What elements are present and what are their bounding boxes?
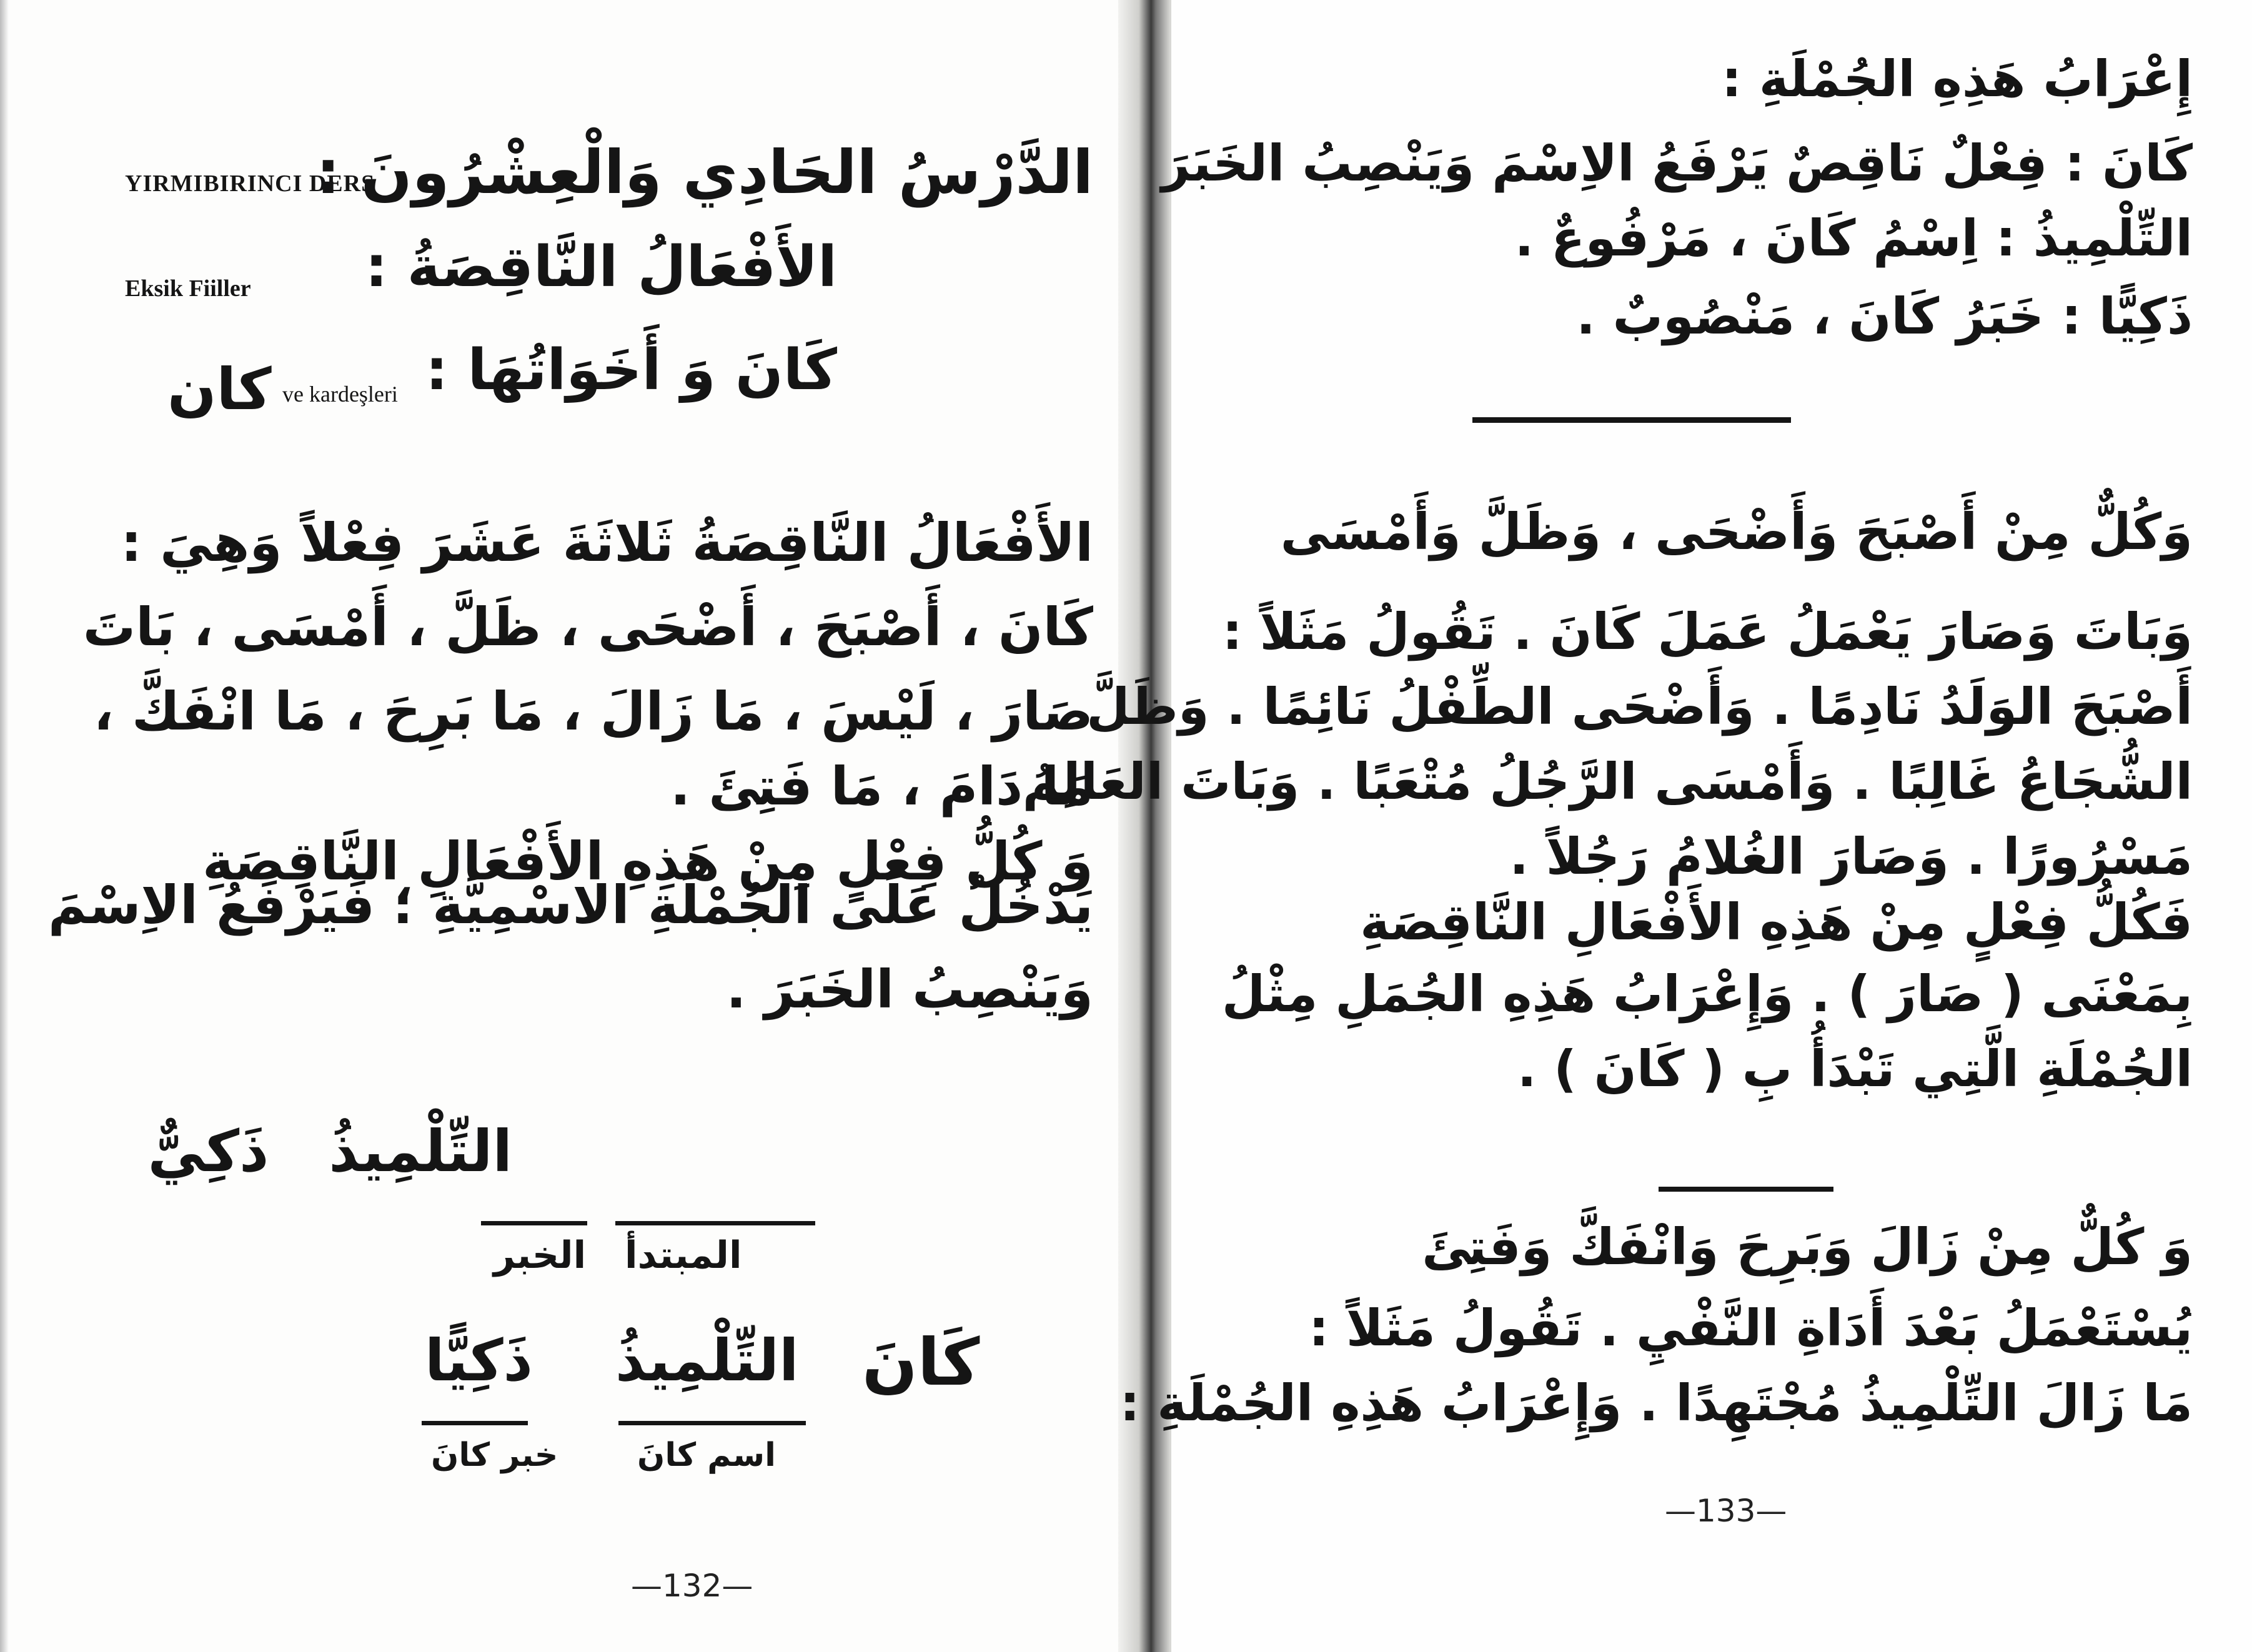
section-divider	[1659, 1187, 1833, 1192]
paragraph-line: مَا دَامَ ، مَا فَتِئَ .	[670, 756, 1093, 817]
mubtada-label: المبتدأ	[625, 1234, 742, 1277]
example2-khabar: ذَكِيًّا	[425, 1327, 533, 1394]
example2-kana: كَانَ	[862, 1324, 980, 1400]
paragraph-line: يُسْتَعْمَلُ بَعْدَ أَدَاةِ النَّفْيِ . تَقُولُ مَثَلاً :	[1309, 1299, 2193, 1357]
ism-kana-label: اسم كانَ	[637, 1437, 776, 1474]
paragraph-line: يَدْخُلُ عَلَى الجُمْلَةِ الاسْمِيَّةِ ؛ فَيَرْفَعُ الاِسْمَ	[48, 874, 1093, 936]
khabar-kana-label: خبر كانَ	[431, 1437, 558, 1474]
page-number: —133—	[1665, 1493, 1787, 1529]
lesson-label: YIRMIBIRINCI DERS	[125, 171, 375, 197]
kana-suffix: ve kardeşleri	[282, 382, 398, 407]
topic-label: Eksik Fiiller	[125, 275, 251, 302]
paragraph-line: الأَفْعَالُ النَّاقِصَةُ ثَلاثَةَ عَشَرَ فِعْلاً وَهِيَ :	[121, 512, 1093, 573]
underline-rule	[422, 1421, 528, 1425]
paragraph-line: وَ كُلٌّ مِنْ زَالَ وَبَرِحَ وَانْفَكَّ وَفَتِئَ	[1422, 1218, 2193, 1276]
section-divider	[1472, 417, 1791, 423]
paragraph-line: مَا زَالَ التِّلْمِيذُ مُجْتَهِدًا . وَإِعْرَابُ هَذِهِ الجُمْلَةِ :	[1119, 1374, 2193, 1432]
khabar-label: الخبر	[494, 1234, 587, 1277]
paragraph-line: وَ كُلُّ فِعْلٍ مِنْ هَذِهِ الأَفْعَالِ النَّاقِصَةِ	[202, 831, 1093, 892]
paragraph-line: فَكُلُّ فِعْلٍ مِنْ هَذِهِ الأَفْعَالِ النَّاقِصَةِ	[1360, 893, 2193, 951]
irab-line: كَانَ : فِعْلٌ نَاقِصٌ يَرْفَعُ الاِسْمَ وَيَنْصِبُ الخَبَرَ	[1161, 134, 2193, 192]
topic-title: الأَفْعَالُ النَّاقِصَةُ :	[365, 234, 837, 300]
paragraph-line: وَكُلٌّ مِنْ أَصْبَحَ وَأَضْحَى ، وَظَلَّ وَأَمْسَى	[1280, 503, 2193, 561]
kana-word: كان	[167, 356, 272, 423]
paragraph-line: مَسْرُورًا . وَصَارَ الغُلامُ رَجُلاً .	[1509, 828, 2193, 886]
example1-khabar: ذَكِيٌّ	[147, 1118, 269, 1185]
lesson-title: الدَّرْسُ الحَادِي وَالْعِشْرُونَ :	[315, 137, 1093, 207]
example2-ism: التِّلْمِيذُ	[615, 1327, 799, 1394]
paragraph-line: الجُمْلَةِ الَّتِي تَبْدَأُ بِ ( كَانَ ) .	[1517, 1040, 2193, 1098]
paragraph-line: بِمَعْنَى ( صَارَ ) . وَإِعْرَابُ هَذِهِ الجُمَلِ مِثْلُ	[1221, 965, 2193, 1023]
underline-rule	[618, 1421, 806, 1425]
page-edge-shadow	[0, 0, 9, 1652]
paragraph-line: كَانَ ، أَصْبَحَ ، أَضْحَى ، ظَلَّ ، أَمْسَى ، بَاتَ	[82, 596, 1093, 658]
paragraph-line: الشُّجَاعُ غَالِبًا . وَأَمْسَى الرَّجُلُ مُتْعَبًا . وَبَاتَ العَالِمُ	[1022, 753, 2193, 811]
paragraph-line: وَبَاتَ وَصَارَ يَعْمَلُ عَمَلَ كَانَ . تَقُولُ مَثَلاً :	[1222, 603, 2193, 661]
paragraph-line: صَارَ ، لَيْسَ ، مَا زَالَ ، مَا بَرِحَ ، مَا انْفَكَّ ،	[93, 681, 1093, 742]
kana-title: كَانَ وَ أَخَوَاتُهَا :	[425, 337, 837, 403]
underline-rule	[615, 1221, 815, 1225]
right-page	[1022, 0, 2252, 1652]
example1-sentence	[148, 1118, 512, 1185]
paragraph-line: وَيَنْصِبُ الخَبَرَ .	[726, 959, 1093, 1020]
paragraph-line: أَصْبَحَ الوَلَدُ نَادِمًا . وَأَضْحَى الطِّفْلُ نَائِمًا . وَظَلَّ	[1086, 678, 2193, 736]
irab-line: التِّلْمِيذُ : اِسْمُ كَانَ ، مَرْفُوعٌ .	[1514, 209, 2193, 267]
underline-rule	[481, 1221, 587, 1225]
irab-heading: إِعْرَابُ هَذِهِ الجُمْلَةِ :	[1721, 50, 2193, 108]
example1-mubtada: التِّلْمِيذُ	[329, 1118, 512, 1185]
page-number: —132—	[631, 1568, 753, 1604]
irab-line: ذَكِيًّا : خَبَرُ كَانَ ، مَنْصُوبٌ .	[1576, 287, 2193, 345]
